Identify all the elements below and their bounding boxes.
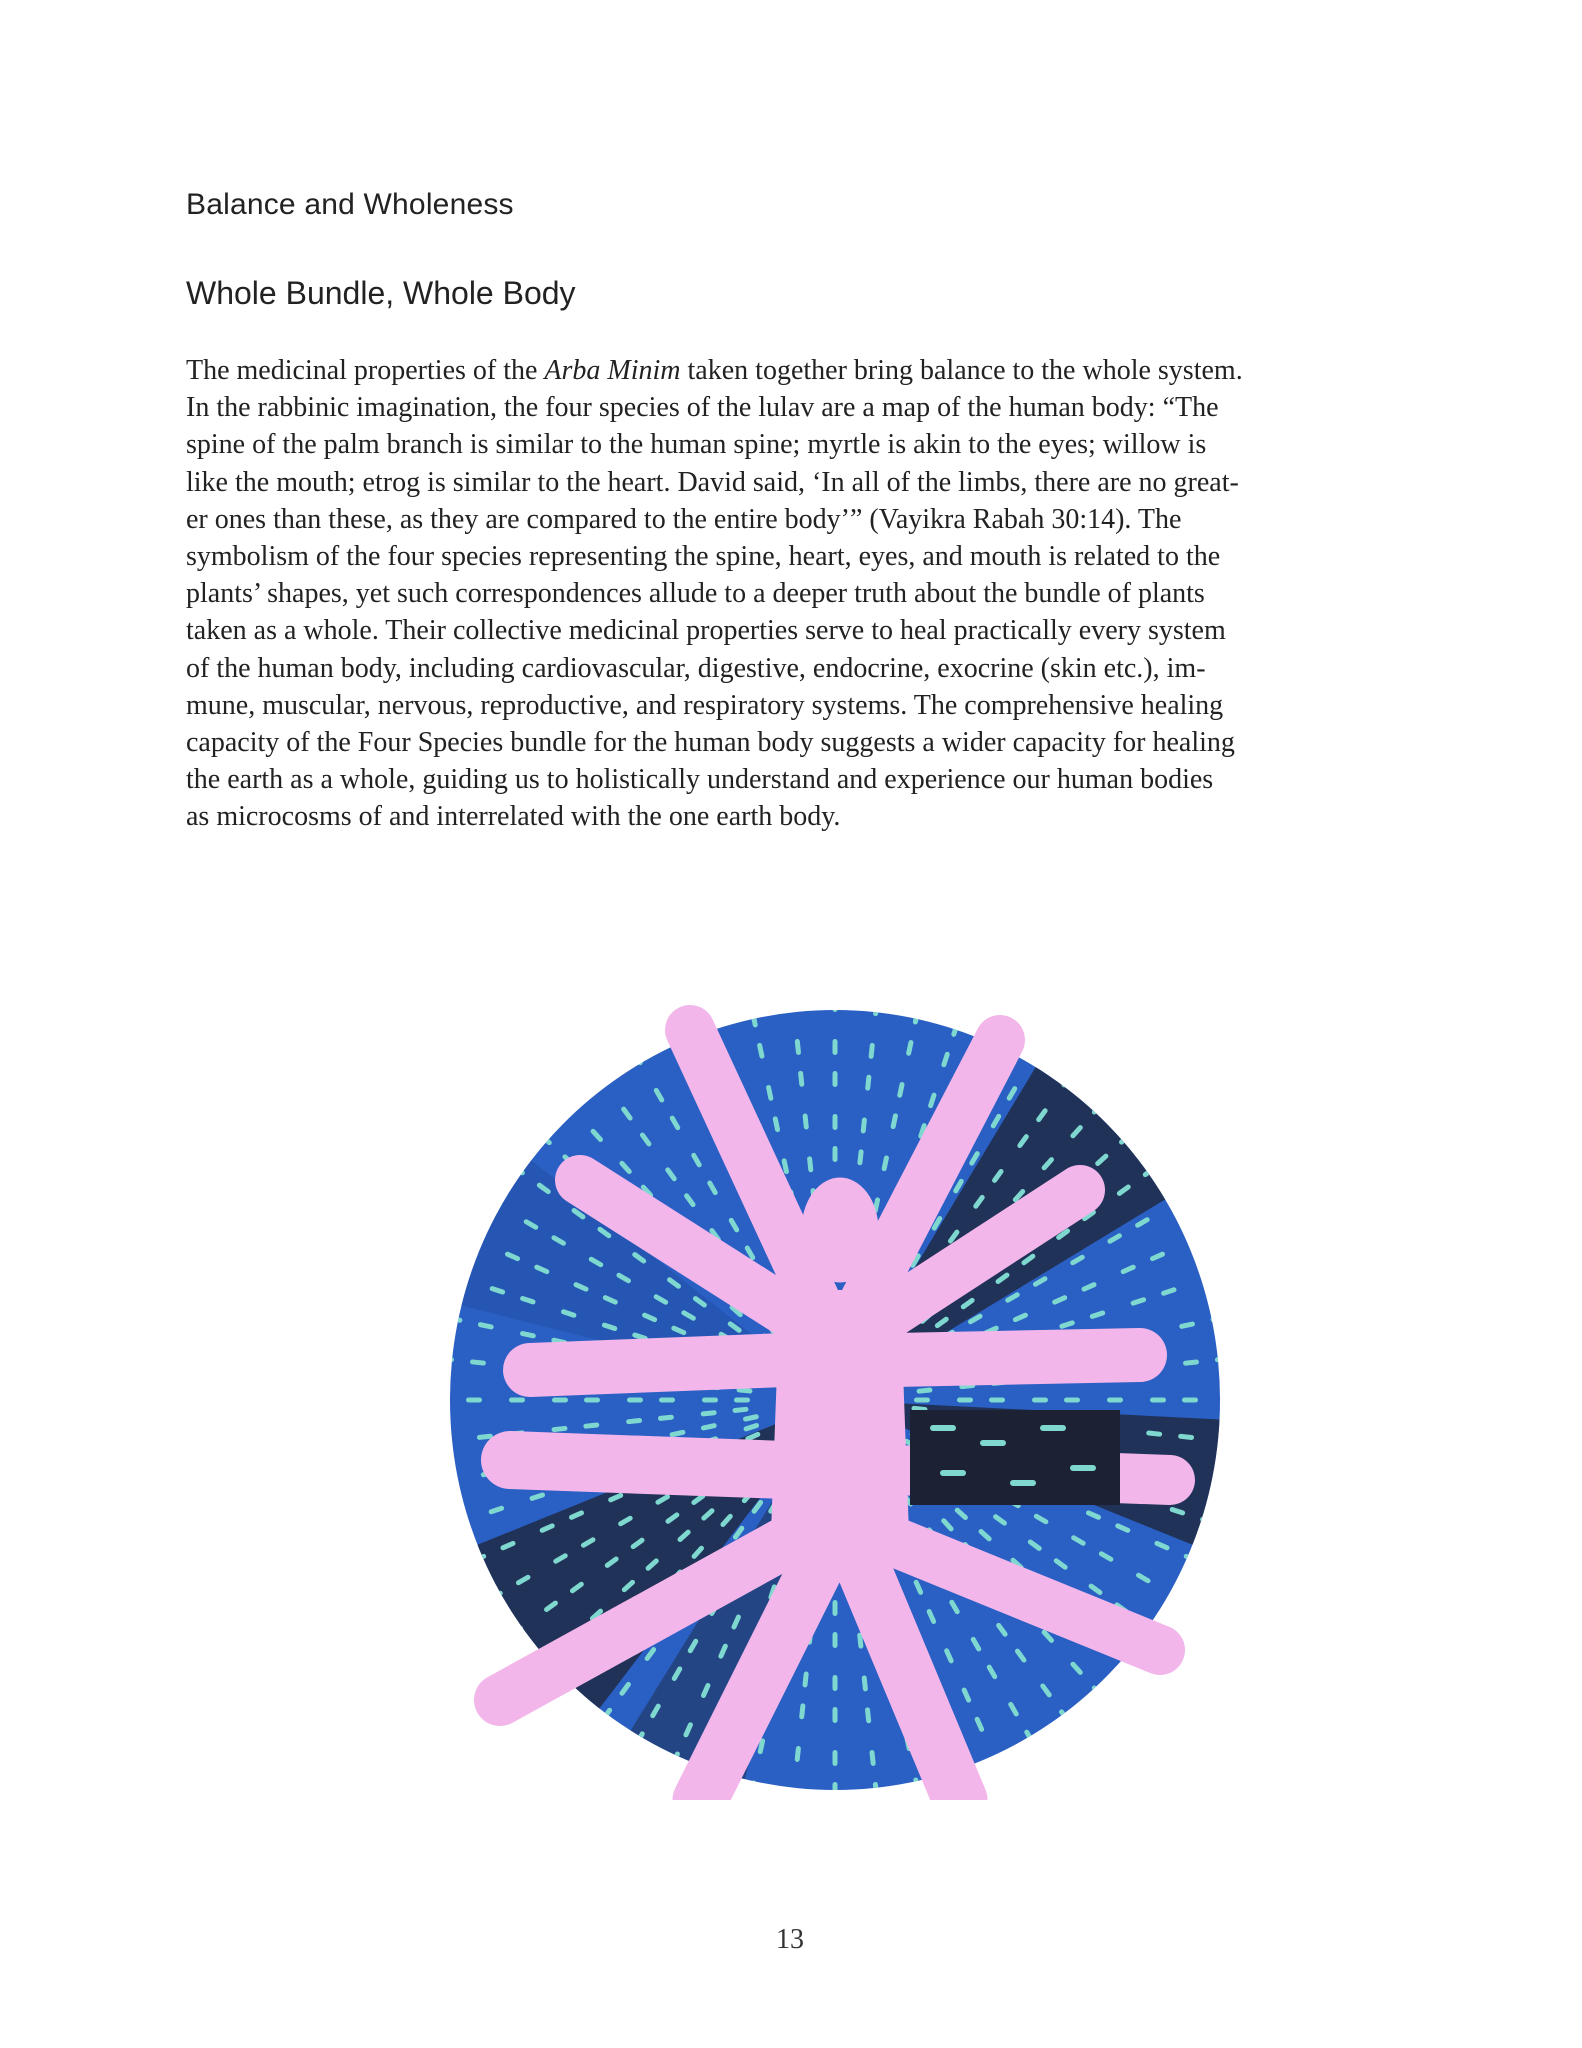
teal-dash bbox=[510, 1163, 526, 1176]
teal-dash bbox=[440, 1478, 455, 1486]
paragraph-line bbox=[186, 352, 1416, 389]
teal-dash bbox=[1027, 1048, 1039, 1064]
teal-dash bbox=[1064, 1398, 1080, 1403]
teal-dash bbox=[1182, 1398, 1198, 1403]
teal-dash bbox=[447, 1518, 464, 1528]
teal-dash bbox=[1199, 1516, 1216, 1526]
teal-dash bbox=[833, 1114, 838, 1130]
teal-dash bbox=[1060, 1072, 1073, 1088]
teal-dash bbox=[440, 1398, 450, 1403]
teal-dash bbox=[991, 1755, 1002, 1772]
teal-dash bbox=[748, 1780, 756, 1797]
teal-dash bbox=[734, 1398, 750, 1403]
teal-dash bbox=[1107, 1398, 1123, 1403]
teal-dash bbox=[1221, 1438, 1230, 1445]
teal-dash bbox=[833, 1146, 838, 1162]
teal-dash bbox=[595, 1071, 608, 1087]
teal-dash bbox=[1225, 1398, 1230, 1403]
teal-dash bbox=[1032, 1398, 1048, 1403]
emphasized-term: Arba Minim bbox=[544, 355, 681, 386]
teal-dash bbox=[509, 1398, 525, 1403]
teal-dash bbox=[1210, 1314, 1227, 1322]
section-subheading: Whole Bundle, Whole Body bbox=[186, 275, 576, 311]
teal-dash bbox=[833, 1750, 838, 1766]
teal-dash bbox=[833, 1782, 838, 1798]
teal-dash bbox=[440, 1356, 454, 1363]
paragraph-line: the earth as a whole, guiding us to holistically understand and experience our human bodies bbox=[186, 764, 1214, 796]
teal-dash bbox=[627, 1398, 643, 1403]
teal-dash bbox=[659, 1398, 675, 1403]
section-heading: Balance and Wholeness bbox=[186, 188, 514, 221]
teal-dash bbox=[1188, 1233, 1205, 1244]
teal-dash bbox=[833, 1600, 838, 1616]
teal-dash bbox=[833, 1039, 838, 1055]
teal-dash bbox=[957, 1398, 973, 1403]
teal-dash bbox=[448, 1272, 465, 1282]
teal-dash bbox=[561, 1096, 575, 1111]
teal-dash bbox=[470, 1553, 487, 1564]
paragraph-line: capacity of the Four Species bundle for the human body suggests a wider capacity for healing bbox=[186, 727, 1235, 759]
paragraph-line: as microcosms of and interrelated with the one earth body. bbox=[186, 801, 841, 833]
teal-dash bbox=[1150, 1398, 1166, 1403]
dark-band bbox=[910, 1410, 1120, 1505]
teal-dash bbox=[833, 1000, 838, 1012]
teal-dash bbox=[670, 1751, 681, 1768]
teal-dash bbox=[989, 1398, 1005, 1403]
teal-dash bbox=[552, 1398, 568, 1403]
teal-dash bbox=[702, 1398, 718, 1403]
teal-dash bbox=[465, 1233, 482, 1244]
teal-dash bbox=[508, 1625, 524, 1638]
teal-dash bbox=[833, 1675, 838, 1691]
teal-dash bbox=[790, 1789, 797, 1800]
paragraph-line: like the mouth; etrog is similar to the heart. David said, ‘In all of the limbs, there are no great- bbox=[186, 466, 1239, 498]
paragraph-line: In the rabbinic imagination, the four species of the lulav are a map of the human body: “The bbox=[186, 392, 1219, 424]
teal-dash bbox=[1091, 1684, 1105, 1699]
teal-dash bbox=[440, 1438, 450, 1445]
teal-dash bbox=[833, 1632, 838, 1648]
teal-dash bbox=[1212, 1478, 1229, 1486]
teal-dash bbox=[790, 1000, 797, 1012]
teal-dash bbox=[833, 1707, 838, 1723]
teal-dash bbox=[1091, 1100, 1105, 1115]
paragraph-line: taken as a whole. Their collective medicinal properties serve to heal practically every system bbox=[186, 615, 1226, 647]
paragraph-line: of the human body, including cardiovascular, digestive, endocrine, exocrine (skin etc.), im- bbox=[186, 652, 1206, 684]
teal-dash bbox=[833, 1071, 838, 1087]
teal-dash bbox=[1201, 1273, 1218, 1283]
teal-dash bbox=[1183, 1553, 1200, 1564]
teal-dash bbox=[914, 1398, 930, 1403]
teal-dash bbox=[584, 1398, 600, 1403]
teal-dash bbox=[1172, 1593, 1188, 1605]
paragraph-line: plants’ shapes, yet such correspondences allude to a deeper truth about the bundle of plants bbox=[186, 578, 1205, 610]
page-number: 13 bbox=[776, 1924, 804, 1955]
teal-dash bbox=[1172, 1195, 1188, 1207]
paragraph-text: The medicinal properties of the bbox=[186, 355, 545, 386]
teal-dash bbox=[486, 1197, 502, 1209]
paragraph-line: er ones than these, as they are compared to the entire body’” (Vayikra Rabah 30:14). The bbox=[186, 503, 1182, 535]
multi-limbed-figure-illustration bbox=[440, 1000, 1230, 1800]
teal-dash bbox=[466, 1398, 482, 1403]
body-paragraph bbox=[186, 352, 1416, 836]
paragraph-text: taken together bring balance to the whole system. bbox=[680, 355, 1243, 386]
teal-dash bbox=[631, 1050, 643, 1066]
paragraph-line: mune, muscular, nervous, reproductive, and respiratory systems. The comprehensive healing bbox=[186, 689, 1224, 721]
paragraph-line: spine of the palm branch is similar to the human spine; myrtle is akin to the eyes; willow is bbox=[186, 429, 1207, 461]
paragraph-line: symbolism of the four species representing the spine, heart, eyes, and mouth is related to the bbox=[186, 541, 1221, 573]
teal-dash bbox=[487, 1590, 503, 1602]
